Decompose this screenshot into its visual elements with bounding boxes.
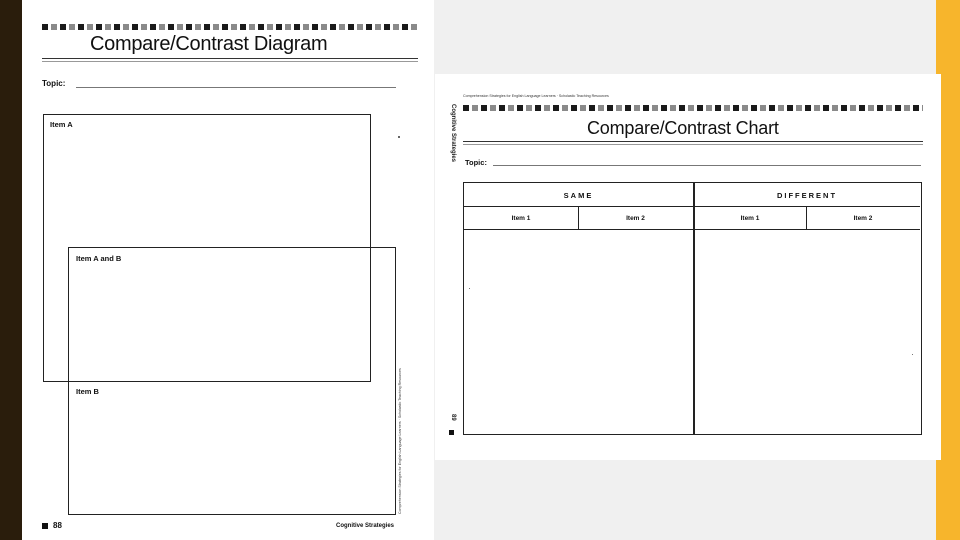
border-dot xyxy=(294,24,300,30)
border-dot xyxy=(715,105,721,111)
border-dot xyxy=(589,105,595,111)
border-dot xyxy=(114,24,120,30)
border-dot xyxy=(105,24,111,30)
border-dot xyxy=(96,24,102,30)
border-dot xyxy=(526,105,532,111)
border-dot xyxy=(832,105,838,111)
border-dot xyxy=(670,105,676,111)
subheader-rule xyxy=(464,229,920,230)
border-dot xyxy=(562,105,568,111)
border-dot xyxy=(213,24,219,30)
topic-label: Topic: xyxy=(465,158,487,167)
left-dark-bar xyxy=(0,0,22,540)
border-dot xyxy=(249,24,255,30)
scan-speck xyxy=(912,354,913,355)
border-dot xyxy=(787,105,793,111)
border-dot xyxy=(186,24,192,30)
diagram-title: Compare/Contrast Diagram xyxy=(90,33,328,55)
border-dot xyxy=(661,105,667,111)
chart-worksheet xyxy=(435,74,941,460)
border-dot xyxy=(132,24,138,30)
diagram-worksheet xyxy=(22,0,434,540)
border-dot xyxy=(411,24,417,30)
item-b-label: Item B xyxy=(76,387,99,396)
section-label: Cognitive Strategies xyxy=(336,523,395,529)
border-dot xyxy=(490,105,496,111)
border-dot xyxy=(384,24,390,30)
topic-line xyxy=(76,87,396,88)
side-credit: Comprehension Strategies for English Language Learners · Scholastic Teaching Resources xyxy=(398,368,402,514)
border-dot xyxy=(841,105,847,111)
border-dot xyxy=(177,24,183,30)
border-dot xyxy=(51,24,57,30)
item-b-box xyxy=(68,247,396,515)
same-subdivider xyxy=(578,206,579,230)
border-dot xyxy=(778,105,784,111)
dotted-border-top xyxy=(463,105,923,111)
border-dot xyxy=(553,105,559,111)
same-item-1-header: Item 1 xyxy=(511,215,531,222)
center-divider xyxy=(693,183,695,434)
border-dot xyxy=(78,24,84,30)
footer-square-icon xyxy=(42,523,48,529)
border-dot xyxy=(868,105,874,111)
border-dot xyxy=(517,105,523,111)
border-dot xyxy=(544,105,550,111)
border-dot xyxy=(472,105,478,111)
border-dot xyxy=(222,24,228,30)
border-dot xyxy=(357,24,363,30)
border-dot xyxy=(87,24,93,30)
border-dot xyxy=(895,105,901,111)
border-dot xyxy=(886,105,892,111)
border-dot xyxy=(598,105,604,111)
border-dot xyxy=(805,105,811,111)
item-a-label: Item A xyxy=(50,120,73,129)
border-dot xyxy=(463,105,469,111)
border-dot xyxy=(150,24,156,30)
border-dot xyxy=(375,24,381,30)
border-dot xyxy=(366,24,372,30)
border-dot xyxy=(580,105,586,111)
border-dot xyxy=(796,105,802,111)
border-dot xyxy=(742,105,748,111)
border-dot xyxy=(751,105,757,111)
border-dot xyxy=(913,105,919,111)
chart-title: Compare/Contrast Chart xyxy=(587,118,779,138)
border-dot xyxy=(922,105,923,111)
title-rule-secondary xyxy=(463,144,923,145)
border-dot xyxy=(321,24,327,30)
compare-contrast-table xyxy=(463,182,922,435)
different-item-1-header: Item 1 xyxy=(740,215,760,222)
different-header: DIFFERENT xyxy=(776,190,838,200)
border-dot xyxy=(571,105,577,111)
border-dot xyxy=(141,24,147,30)
border-dot xyxy=(240,24,246,30)
header-rule xyxy=(464,206,920,207)
border-dot xyxy=(42,24,48,30)
border-dot xyxy=(499,105,505,111)
border-dot xyxy=(769,105,775,111)
border-dot xyxy=(706,105,712,111)
border-dot xyxy=(625,105,631,111)
page-number: 89 xyxy=(450,414,456,421)
border-dot xyxy=(814,105,820,111)
border-dot xyxy=(760,105,766,111)
border-dot xyxy=(159,24,165,30)
border-dot xyxy=(904,105,910,111)
topic-label: Topic: xyxy=(42,79,66,88)
title-rule-secondary xyxy=(42,61,418,62)
border-dot xyxy=(69,24,75,30)
border-dot xyxy=(697,105,703,111)
footer-square-icon xyxy=(449,430,454,435)
border-dot xyxy=(276,24,282,30)
border-dot xyxy=(267,24,273,30)
border-dot xyxy=(850,105,856,111)
border-dot xyxy=(231,24,237,30)
border-dot xyxy=(195,24,201,30)
scan-speck xyxy=(398,136,400,138)
topic-line xyxy=(493,165,921,166)
scan-speck xyxy=(469,288,470,289)
border-dot xyxy=(168,24,174,30)
border-dot xyxy=(339,24,345,30)
border-dot xyxy=(535,105,541,111)
border-dot xyxy=(204,24,210,30)
border-dot xyxy=(60,24,66,30)
border-dot xyxy=(312,24,318,30)
header-credit: Comprehension Strategies for English Language Learners · Scholastic Teaching Resources xyxy=(463,94,609,98)
border-dot xyxy=(877,105,883,111)
border-dot xyxy=(823,105,829,111)
border-dot xyxy=(652,105,658,111)
border-dot xyxy=(643,105,649,111)
different-subdivider xyxy=(806,206,807,230)
border-dot xyxy=(607,105,613,111)
different-item-2-header: Item 2 xyxy=(853,215,873,222)
dotted-border-top xyxy=(42,24,418,30)
border-dot xyxy=(508,105,514,111)
border-dot xyxy=(285,24,291,30)
border-dot xyxy=(616,105,622,111)
border-dot xyxy=(330,24,336,30)
same-item-2-header: Item 2 xyxy=(626,215,645,222)
border-dot xyxy=(679,105,685,111)
border-dot xyxy=(348,24,354,30)
border-dot xyxy=(393,24,399,30)
same-header: SAME xyxy=(563,190,594,200)
border-dot xyxy=(859,105,865,111)
border-dot xyxy=(258,24,264,30)
border-dot xyxy=(123,24,129,30)
item-a-and-b-label: Item A and B xyxy=(76,254,122,263)
border-dot xyxy=(402,24,408,30)
border-dot xyxy=(303,24,309,30)
border-dot xyxy=(724,105,730,111)
title-rule xyxy=(42,58,418,59)
border-dot xyxy=(481,105,487,111)
title-rule xyxy=(463,141,923,142)
border-dot xyxy=(733,105,739,111)
border-dot xyxy=(688,105,694,111)
page-number: 88 xyxy=(53,521,62,530)
side-section-label: Cognitive Strategies xyxy=(450,104,456,163)
border-dot xyxy=(634,105,640,111)
